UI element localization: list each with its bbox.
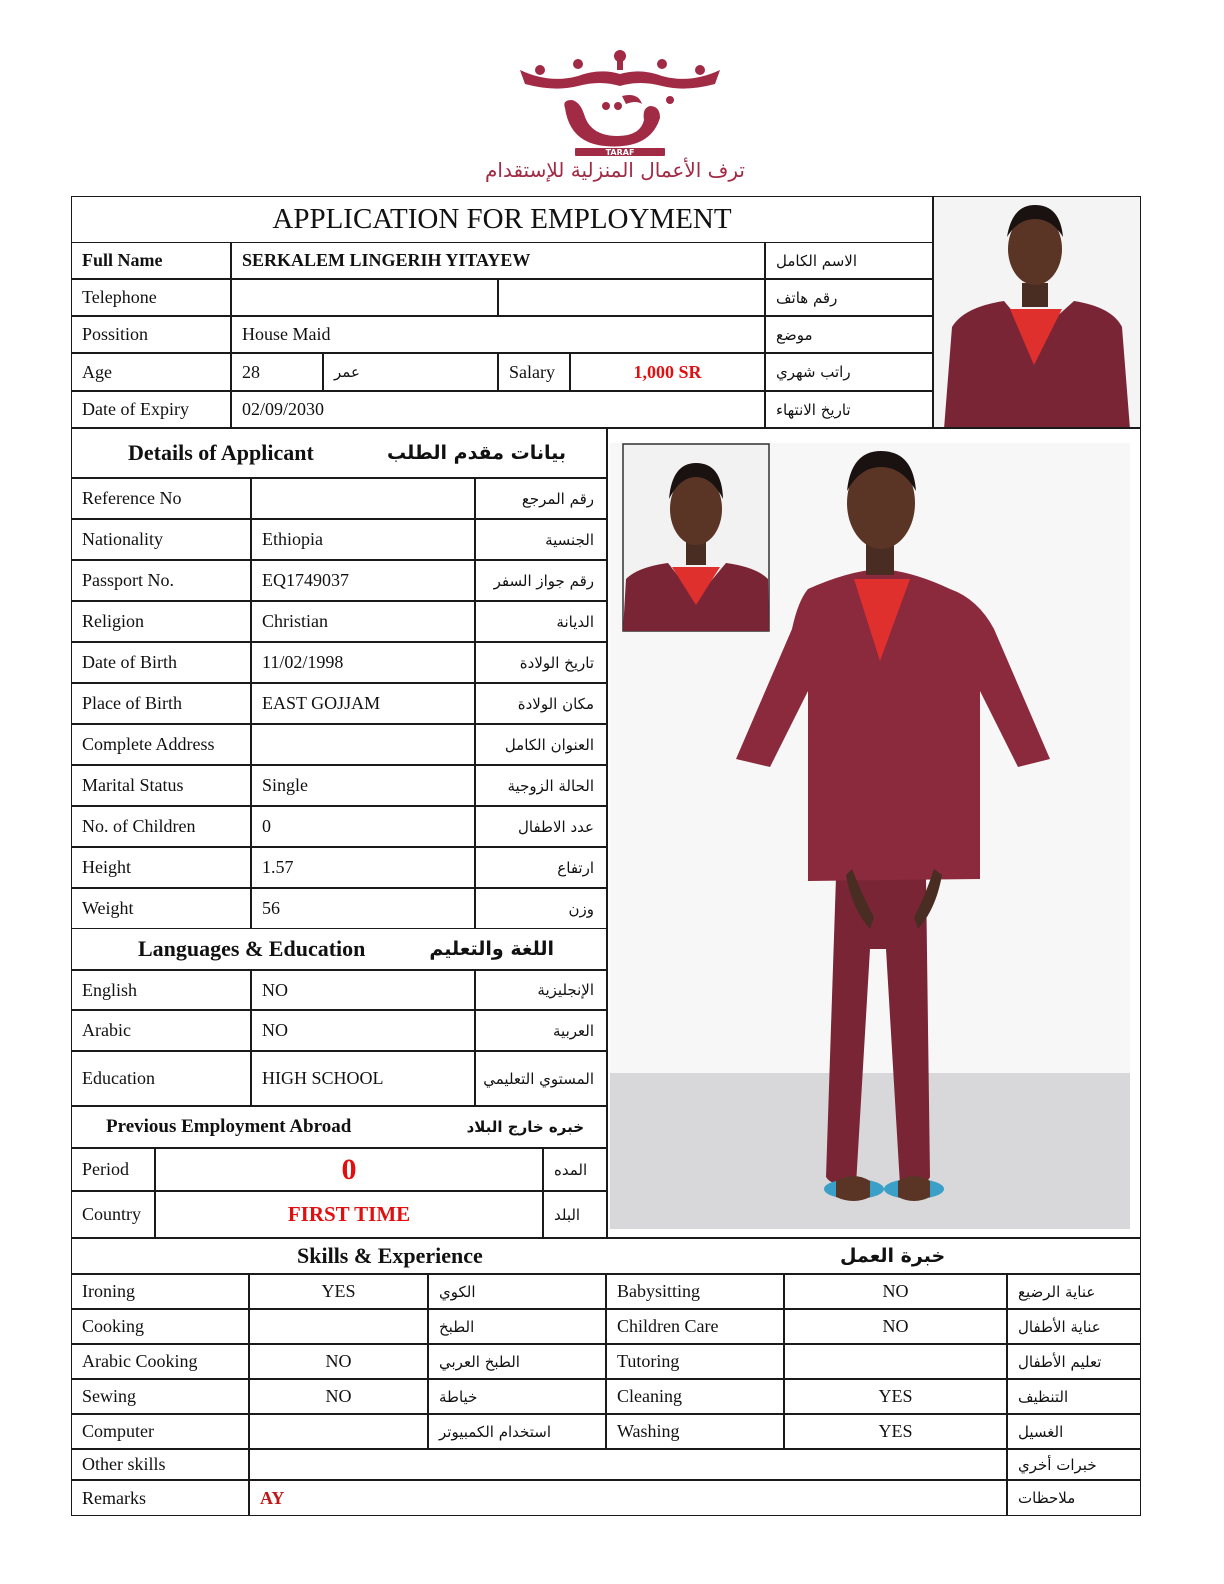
company-logo — [510, 48, 730, 168]
position-label: Possition — [71, 316, 231, 353]
skill-value — [784, 1344, 1007, 1379]
full-name-label-ar: الاسم الكامل — [765, 242, 933, 279]
detail-value — [251, 478, 475, 519]
salary-label-ar: راتب شهري — [765, 353, 933, 391]
details-section-header — [71, 428, 607, 478]
expiry-value: 02/09/2030 — [231, 391, 765, 428]
skill-value: YES — [249, 1274, 428, 1309]
full-name-label: Full Name — [71, 242, 231, 279]
language-value: NO — [251, 970, 475, 1010]
detail-label-ar: الجنسية — [475, 519, 607, 560]
skill-value: NO — [784, 1309, 1007, 1344]
previous-section-header — [71, 1106, 607, 1148]
detail-label: Nationality — [71, 519, 251, 560]
logo-brand-latin: TARAF — [605, 148, 635, 157]
period-label-ar: المده — [543, 1148, 607, 1191]
detail-value: EQ1749037 — [251, 560, 475, 601]
skill-label: Tutoring — [606, 1344, 784, 1379]
skill-label: Babysitting — [606, 1274, 784, 1309]
other-skills-value — [249, 1449, 1007, 1480]
position-label-ar: موضع — [765, 316, 933, 353]
details-title: Details of Applicant — [128, 440, 314, 465]
skill-label: Cooking — [71, 1309, 249, 1344]
detail-label-ar: الحالة الزوجية — [475, 765, 607, 806]
other-skills-label-ar: خبرات أخري — [1007, 1449, 1141, 1480]
skills-title: Skills & Experience — [297, 1243, 483, 1268]
detail-label-ar: العنوان الكامل — [475, 724, 607, 765]
telephone-value — [231, 279, 498, 316]
previous-title-ar: خبره خارج البلاد — [466, 1118, 584, 1136]
language-label: Education — [71, 1051, 251, 1106]
skill-label-ar: استخدام الكمبيوتر — [428, 1414, 606, 1449]
skill-value: NO — [784, 1274, 1007, 1309]
detail-value: EAST GOJJAM — [251, 683, 475, 724]
detail-value: Christian — [251, 601, 475, 642]
detail-label-ar: وزن — [475, 888, 607, 929]
skill-label: Cleaning — [606, 1379, 784, 1414]
age-label: Age — [71, 353, 231, 391]
age-label-ar: عمر — [323, 353, 498, 391]
skill-value: YES — [784, 1414, 1007, 1449]
skill-label-ar: خياطة — [428, 1379, 606, 1414]
applicant-full-photo — [607, 428, 1141, 1238]
language-label-ar: الإنجليزية — [475, 970, 607, 1010]
detail-label: Complete Address — [71, 724, 251, 765]
skill-label-ar: تعليم الأطفال — [1007, 1344, 1141, 1379]
detail-label: Marital Status — [71, 765, 251, 806]
detail-value: Ethiopia — [251, 519, 475, 560]
telephone-label: Telephone — [71, 279, 231, 316]
skill-label: Sewing — [71, 1379, 249, 1414]
telephone-label-ar: رقم هاتف — [765, 279, 933, 316]
salary-value: 1,000 SR — [570, 353, 765, 391]
remarks-value: AY — [249, 1480, 1007, 1516]
language-label: Arabic — [71, 1010, 251, 1051]
languages-section-header — [71, 928, 607, 970]
skill-label: Washing — [606, 1414, 784, 1449]
detail-value: 11/02/1998 — [251, 642, 475, 683]
detail-value — [251, 724, 475, 765]
skill-value: YES — [784, 1379, 1007, 1414]
skill-label-ar: الطبخ العربي — [428, 1344, 606, 1379]
remarks-label-ar: ملاحظات — [1007, 1480, 1141, 1516]
detail-label-ar: رقم جواز السفر — [475, 560, 607, 601]
period-label: Period — [71, 1148, 155, 1191]
skills-section-header — [71, 1238, 1141, 1274]
detail-label-ar: عدد الاطفال — [475, 806, 607, 847]
skill-label: Ironing — [71, 1274, 249, 1309]
detail-label: Passport No. — [71, 560, 251, 601]
detail-label-ar: مكان الولادة — [475, 683, 607, 724]
skill-label-ar: التنظيف — [1007, 1379, 1141, 1414]
detail-label: Place of Birth — [71, 683, 251, 724]
full-name-value: SERKALEM LINGERIH YITAYEW — [231, 242, 765, 279]
skill-label: Computer — [71, 1414, 249, 1449]
detail-value: 0 — [251, 806, 475, 847]
skill-label-ar: الطبخ — [428, 1309, 606, 1344]
detail-value: 56 — [251, 888, 475, 929]
skill-label-ar: عناية الأطفال — [1007, 1309, 1141, 1344]
page-title: APPLICATION FOR EMPLOYMENT — [71, 196, 933, 242]
position-value: House Maid — [231, 316, 765, 353]
age-value: 28 — [231, 353, 323, 391]
detail-label: Weight — [71, 888, 251, 929]
skill-label-ar: الغسيل — [1007, 1414, 1141, 1449]
remarks-label: Remarks — [71, 1480, 249, 1516]
detail-label-ar: الديانة — [475, 601, 607, 642]
detail-label: No. of Children — [71, 806, 251, 847]
logo-arabic-text: ترف الأعمال المنزلية للإستقدام — [485, 158, 745, 182]
skill-label: Arabic Cooking — [71, 1344, 249, 1379]
telephone-value-2 — [498, 279, 765, 316]
country-label-ar: البلد — [543, 1191, 607, 1238]
salary-label: Salary — [498, 353, 570, 391]
detail-label-ar: تاريخ الولادة — [475, 642, 607, 683]
skill-label-ar: الكوي — [428, 1274, 606, 1309]
language-label: English — [71, 970, 251, 1010]
detail-value: 1.57 — [251, 847, 475, 888]
skills-title-ar: خبرة العمل — [840, 1245, 946, 1267]
previous-title: Previous Employment Abroad — [106, 1116, 352, 1137]
language-label-ar: المستوي التعليمي — [475, 1051, 607, 1106]
skill-value — [249, 1309, 428, 1344]
detail-label-ar: ارتفاع — [475, 847, 607, 888]
other-skills-label: Other skills — [71, 1449, 249, 1480]
languages-title-ar: اللغة والتعليم — [429, 938, 554, 960]
language-value: HIGH SCHOOL — [251, 1051, 475, 1106]
skill-label-ar: عناية الرضيع — [1007, 1274, 1141, 1309]
period-value: 0 — [155, 1148, 543, 1191]
detail-label: Height — [71, 847, 251, 888]
skill-value: NO — [249, 1344, 428, 1379]
language-value: NO — [251, 1010, 475, 1051]
skill-value — [249, 1414, 428, 1449]
details-title-ar: بيانات مقدم الطلب — [387, 442, 566, 464]
detail-value: Single — [251, 765, 475, 806]
language-label-ar: العربية — [475, 1010, 607, 1051]
expiry-label: Date of Expiry — [71, 391, 231, 428]
detail-label: Religion — [71, 601, 251, 642]
country-value: FIRST TIME — [155, 1191, 543, 1238]
expiry-label-ar: تاريخ الانتهاء — [765, 391, 933, 428]
detail-label-ar: رقم المرجع — [475, 478, 607, 519]
detail-label: Reference No — [71, 478, 251, 519]
skill-value: NO — [249, 1379, 428, 1414]
country-label: Country — [71, 1191, 155, 1238]
skill-label: Children Care — [606, 1309, 784, 1344]
detail-label: Date of Birth — [71, 642, 251, 683]
passport-photo — [623, 444, 769, 631]
languages-title: Languages & Education — [138, 936, 366, 961]
applicant-portrait-top — [933, 196, 1141, 428]
